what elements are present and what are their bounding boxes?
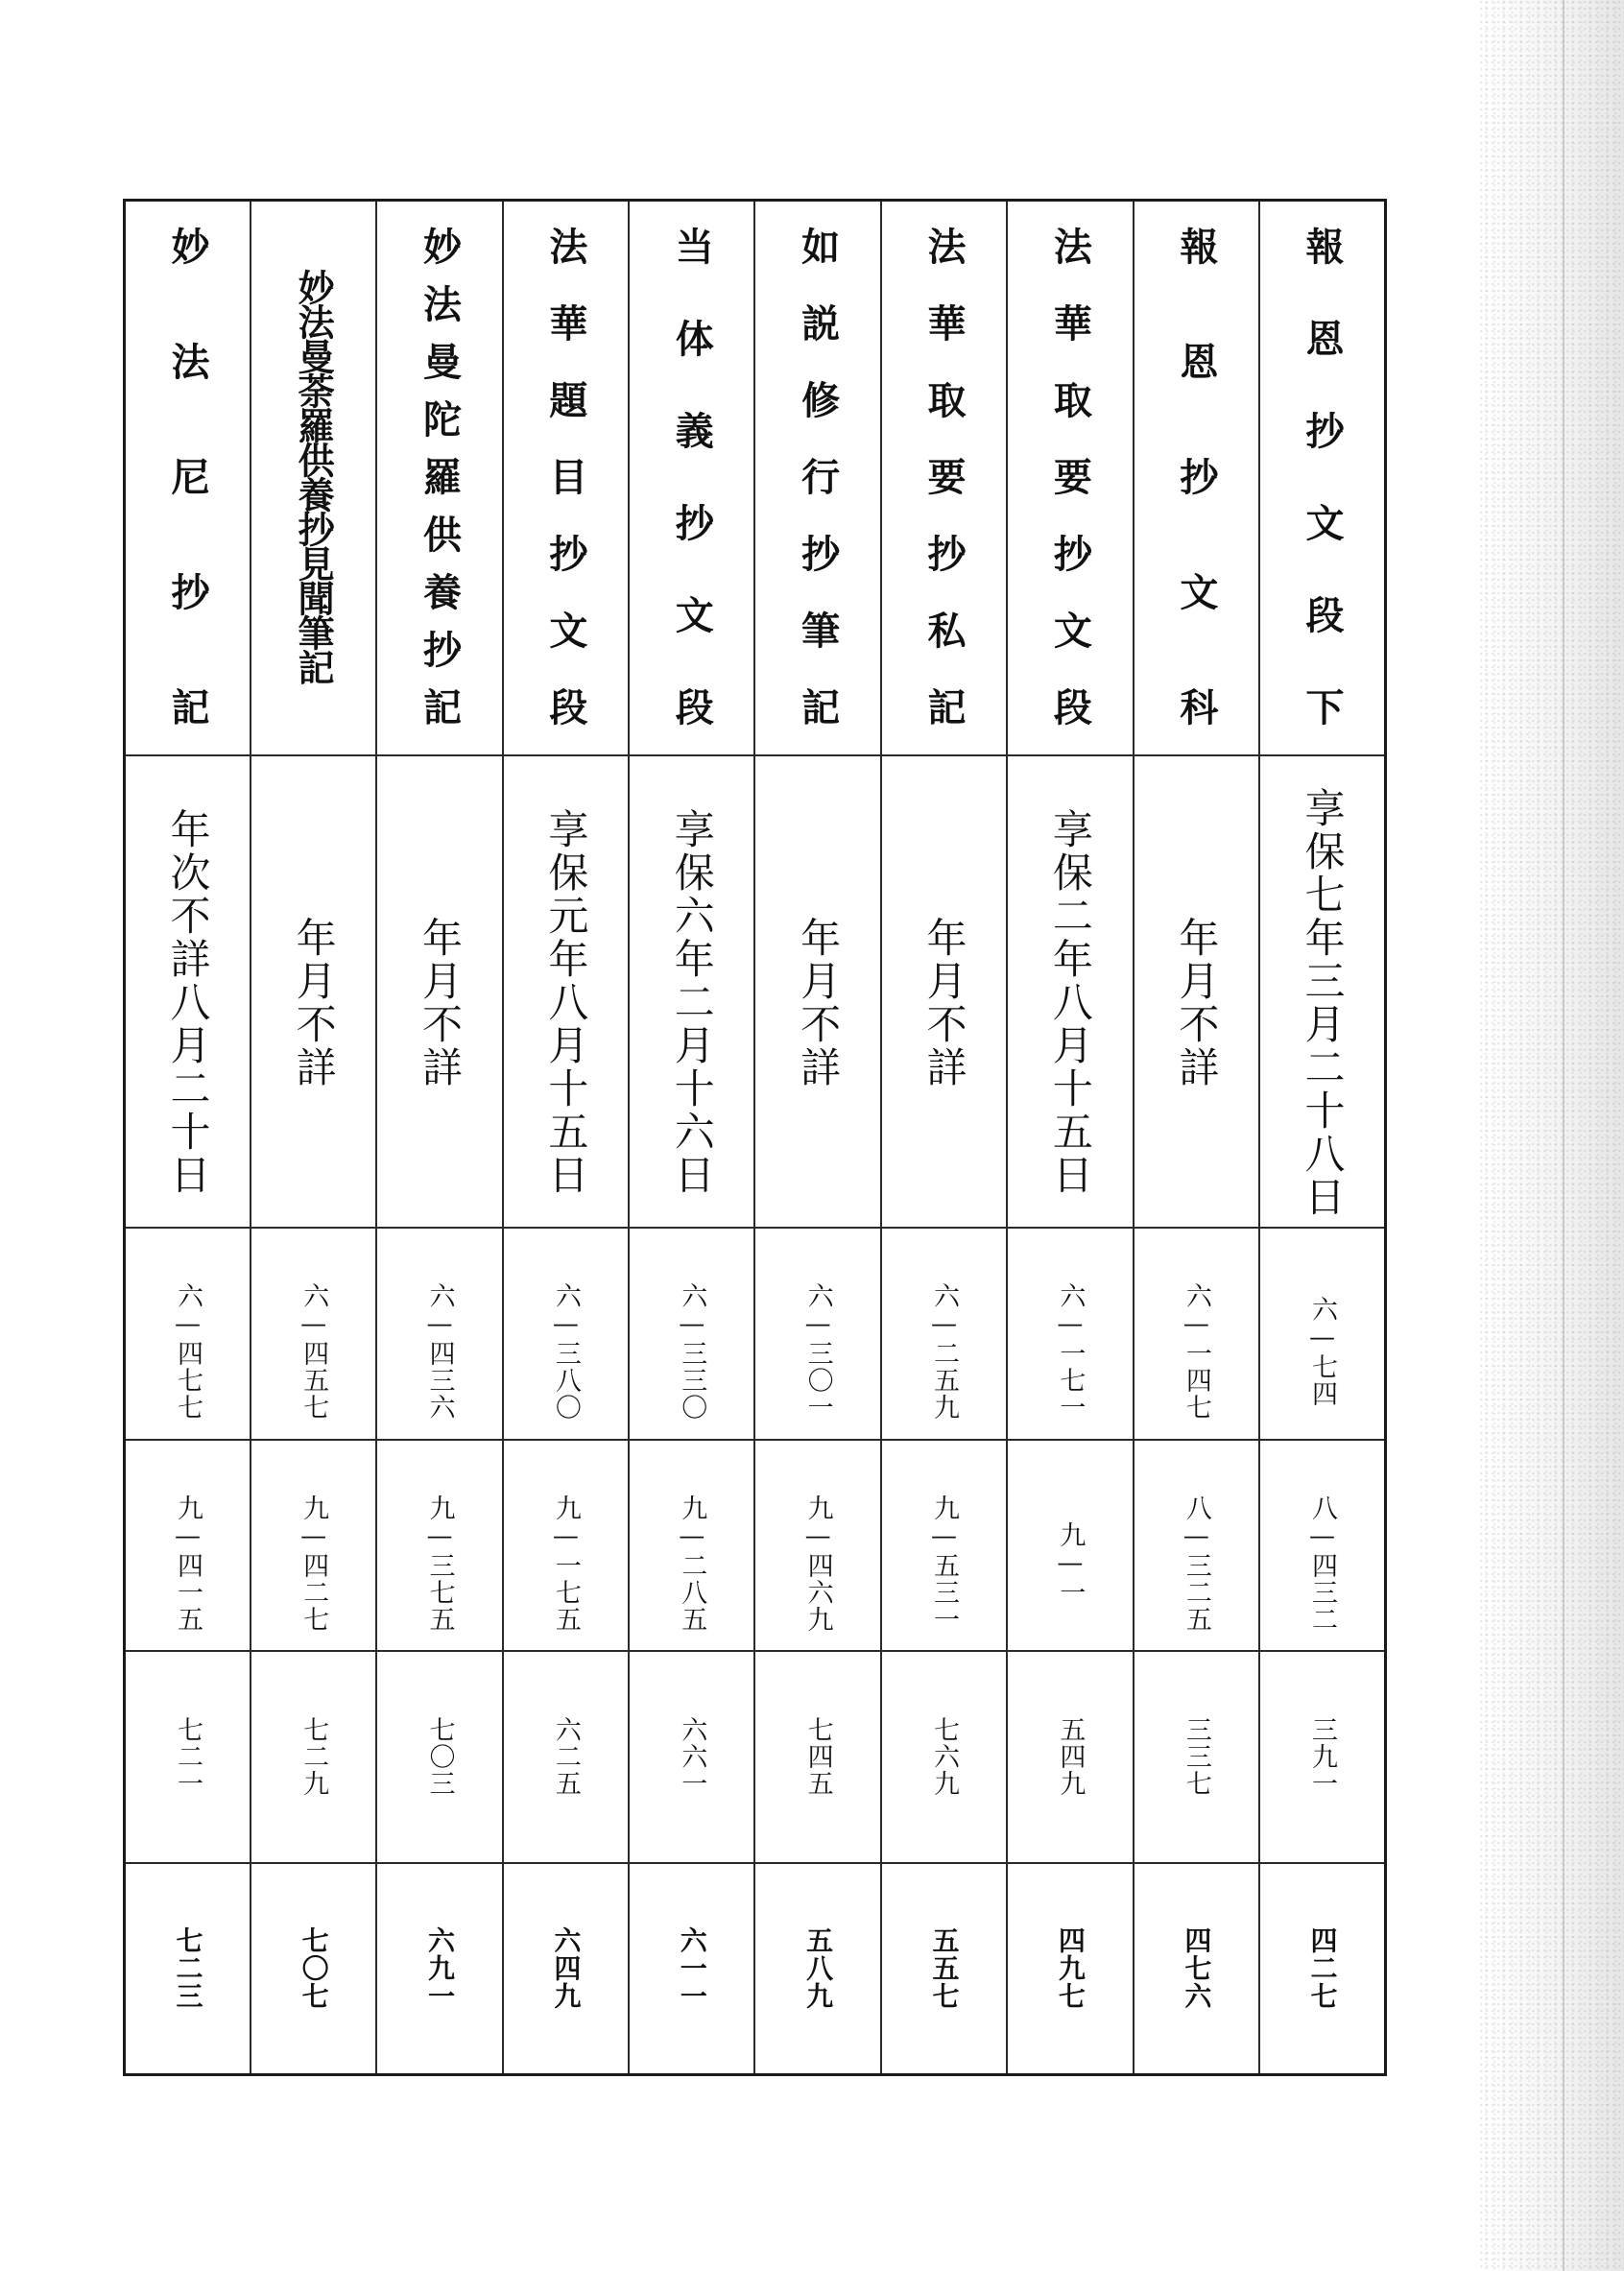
- ref1-text: 六—三三〇: [677, 1282, 707, 1421]
- ref4-text: 六一一: [676, 1926, 708, 2011]
- date-text: 享保二年八月十五日: [1046, 808, 1094, 1197]
- ref3-cell: [1007, 1651, 1133, 1863]
- date-text: 年月不詳: [1173, 916, 1221, 1089]
- ref4-text: 五八九: [802, 1926, 835, 2011]
- date-text: 享保元年八月十五日: [542, 808, 590, 1197]
- ref3-text: 六六一: [677, 1716, 707, 1797]
- ref4-text: 六九一: [423, 1926, 456, 2011]
- ref2-text: 九—四一五: [172, 1494, 203, 1633]
- ref3-text: 七二九: [299, 1716, 329, 1797]
- title-cell: [503, 201, 629, 755]
- ref2-text: 八—三二五: [1181, 1494, 1211, 1633]
- ref1-text: 六—一七一: [1055, 1282, 1086, 1421]
- ref4-cell: [1007, 1863, 1133, 2075]
- ref1-cell: [1007, 1228, 1133, 1440]
- ref2-cell: [503, 1440, 629, 1651]
- date-text: 享保六年二月十六日: [668, 808, 716, 1197]
- ref2-text: 九—一七五: [550, 1494, 581, 1633]
- ref1-text: 六—三〇一: [802, 1282, 833, 1421]
- title-cell: [1007, 201, 1133, 755]
- ref2-row: [125, 1440, 1386, 1651]
- ref2-cell: [754, 1440, 880, 1651]
- ref2-text: 九—三七五: [424, 1494, 455, 1633]
- ref4-text: 五五七: [928, 1926, 961, 2011]
- ref3-text: 七〇三: [424, 1716, 455, 1797]
- ref1-text: 六—四三六: [424, 1282, 455, 1421]
- date-cell: [1007, 755, 1133, 1228]
- ref4-cell: [125, 1863, 251, 2075]
- title-cell: [251, 201, 376, 755]
- title-row: [125, 201, 1386, 755]
- ref1-text: 六—四七七: [172, 1282, 203, 1421]
- date-cell: [629, 755, 754, 1228]
- ref4-text: 四九七: [1054, 1926, 1087, 2011]
- ref2-cell: [251, 1440, 376, 1651]
- ref4-cell: [503, 1863, 629, 2075]
- ref3-cell: [503, 1651, 629, 1863]
- date-cell: [376, 755, 502, 1228]
- ref4-cell: [754, 1863, 880, 2075]
- date-text: 享保七年三月二十八日: [1299, 786, 1347, 1219]
- ref3-cell: [1134, 1651, 1259, 1863]
- ref2-cell: [1259, 1440, 1385, 1651]
- ref1-cell: [1134, 1228, 1259, 1440]
- ref4-cell: [1259, 1863, 1385, 2075]
- ref3-cell: [251, 1651, 376, 1863]
- ref2-text: 九—四六九: [802, 1494, 833, 1633]
- date-cell: [503, 755, 629, 1228]
- ref4-cell: [251, 1863, 376, 2075]
- date-cell: [125, 755, 251, 1228]
- ref3-text: 七四五: [802, 1716, 833, 1797]
- title-cell: [881, 201, 1007, 755]
- work-title: 如説修行抄筆記: [795, 227, 840, 726]
- ref1-cell: [881, 1228, 1007, 1440]
- ref3-text: 七二一: [172, 1716, 203, 1797]
- ref2-cell: [881, 1440, 1007, 1651]
- date-text: 年月不詳: [920, 916, 968, 1089]
- ref1-row: [125, 1228, 1386, 1440]
- work-title: 妙法曼陀羅供養抄記: [417, 227, 462, 726]
- date-cell: [881, 755, 1007, 1228]
- ref4-text: 六四九: [550, 1926, 583, 2011]
- ref4-text: 七二三: [172, 1926, 204, 2011]
- ref2-cell: [1134, 1440, 1259, 1651]
- work-title: 法華取要抄文段: [1047, 227, 1092, 726]
- ref3-cell: [125, 1651, 251, 1863]
- ref3-cell: [629, 1651, 754, 1863]
- title-cell: [376, 201, 502, 755]
- work-title: 妙法尼抄記: [164, 227, 209, 726]
- ref4-cell: [376, 1863, 502, 2075]
- ref2-cell: [629, 1440, 754, 1651]
- ref1-text: 六—七四: [1306, 1296, 1337, 1407]
- scan-edge-shadow: [1480, 0, 1624, 2271]
- ref1-cell: [376, 1228, 502, 1440]
- ref3-row: [125, 1651, 1386, 1863]
- ref3-cell: [1259, 1651, 1385, 1863]
- ref2-text: 八—四三二: [1306, 1494, 1337, 1633]
- title-cell: [1134, 201, 1259, 755]
- date-text: 年月不詳: [416, 916, 464, 1089]
- ref1-cell: [629, 1228, 754, 1440]
- ref1-cell: [1259, 1228, 1385, 1440]
- ref4-cell: [881, 1863, 1007, 2075]
- date-text: 年次不詳八月二十日: [164, 808, 212, 1197]
- ref2-text: 九—二八五: [677, 1494, 707, 1633]
- title-cell: [629, 201, 754, 755]
- ref1-text: 六—四五七: [299, 1282, 329, 1421]
- ref3-cell: [881, 1651, 1007, 1863]
- ref1-text: 六—三八〇: [550, 1282, 581, 1421]
- ref1-text: 六—一四七: [1181, 1282, 1211, 1421]
- ref2-cell: [125, 1440, 251, 1651]
- ref3-text: 六二五: [550, 1716, 581, 1797]
- date-cell: [1259, 755, 1385, 1228]
- work-title: 当体義抄文段: [669, 227, 714, 726]
- ref2-cell: [1007, 1440, 1133, 1651]
- title-cell: [754, 201, 880, 755]
- ref4-text: 四七六: [1181, 1926, 1213, 2011]
- work-title: 法華題目抄文段: [542, 227, 587, 726]
- date-text: 年月不詳: [795, 916, 843, 1089]
- ref2-cell: [376, 1440, 502, 1651]
- ref2-text: 九—四二七: [299, 1494, 329, 1633]
- date-cell: [1134, 755, 1259, 1228]
- ref1-cell: [754, 1228, 880, 1440]
- ref3-text: 七六九: [929, 1716, 960, 1797]
- ref3-cell: [754, 1651, 880, 1863]
- ref1-cell: [503, 1228, 629, 1440]
- ref3-text: 三九一: [1306, 1716, 1337, 1797]
- date-cell: [754, 755, 880, 1228]
- ref1-text: 六—二五九: [929, 1282, 960, 1421]
- title-cell: [1259, 201, 1385, 755]
- ref2-text: 九—一: [1055, 1520, 1086, 1606]
- date-row: [125, 755, 1386, 1228]
- ref3-text: 三三七: [1181, 1716, 1211, 1797]
- ref2-text: 九—五三一: [929, 1494, 960, 1633]
- date-text: 年月不詳: [290, 916, 338, 1089]
- ref4-cell: [1134, 1863, 1259, 2075]
- ref3-cell: [376, 1651, 502, 1863]
- ref1-cell: [251, 1228, 376, 1440]
- ref3-text: 五四九: [1055, 1716, 1086, 1797]
- title-cell: [125, 201, 251, 755]
- work-title: 報恩抄文段下: [1299, 227, 1344, 726]
- ref4-text: 四二七: [1306, 1926, 1339, 2011]
- ref1-cell: [125, 1228, 251, 1440]
- work-title: 法華取要抄私記: [921, 227, 967, 726]
- ref4-row: [125, 1863, 1386, 2075]
- ref4-cell: [629, 1863, 754, 2075]
- ref4-text: 七〇七: [298, 1926, 330, 2011]
- index-table: [123, 199, 1387, 2076]
- work-title: 報恩抄文科: [1173, 227, 1218, 726]
- work-title: 妙法曼荼羅供養抄見聞筆記: [292, 269, 335, 683]
- date-cell: [251, 755, 376, 1228]
